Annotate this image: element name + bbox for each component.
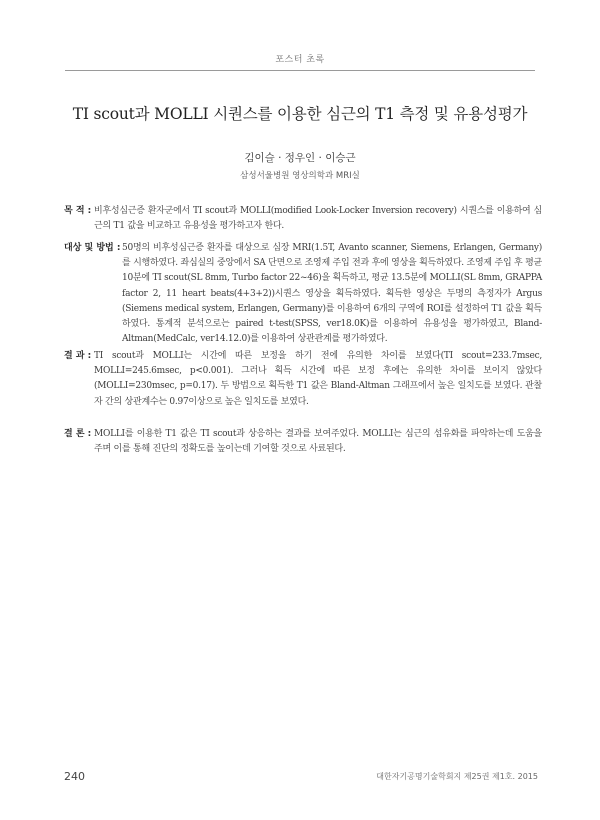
- header-divider: [65, 70, 535, 71]
- purpose-label: 목 적 :: [64, 206, 92, 216]
- methods-text: 50명의 비후성심근증 환자를 대상으로 심장 MRI(1.5T, Avanto scanner, Siemens, Erlangen, Germany)를 시행하였다. 좌심실의 중앙에서 SA 단면으로 조영제 주입 전과 후에 영상을 획득하였다. 조영제 주입 후 평균 10분에 TI scout(SL 8mm, Turbo factor 22~46)을 획득하고, 평균 13.5분에 MOLLI(SL 8mm, GRAPPA factor 2, 11 heart beats(4+3+2))시퀀스 영상을 획득하였다. 획득한 영상은 두명의 측정자가 Argus (Siemens medical system, Erlangen, Germany)를 이용하여 6개의 구역에 ROI를 설정하여 T1 값을 획득하였다. 통계적 분석으로는 paired t-test(SPSS, ver18.0K)를 이용하여 유용성을 평가하였고, Bland-Altman(MedCalc, ver14.12.0)를 이용하여 상관관계를 평가하였다.: [122, 243, 542, 345]
- methods-label: 대상 및 방법 :: [64, 243, 121, 253]
- conclusion-text: MOLLI를 이용한 T1 값은 TI scout과 상응하는 결과를 보여주었다. MOLLI는 심근의 섬유화를 파악하는데 도움을 주며 이를 통해 진단의 정확도를 높이는데 기여할 것으로 사료된다.: [94, 429, 542, 455]
- results-label: 결 과 :: [64, 351, 92, 361]
- purpose-text: 비후성심근증 환자군에서 TI scout과 MOLLI(modified Look-Locker Inversion recovery) 시퀀스를 이용하여 심근의 T1 값을 비교하고 유용성을 평가하고자 한다.: [94, 206, 542, 232]
- article-title: TI scout과 MOLLI 시퀀스를 이용한 심근의 T1 측정 및 유용성평가: [72, 105, 528, 123]
- author-list: 김이슬 · 정우인 · 이승근: [244, 152, 356, 164]
- author-affiliation: 삼성서울병원 영상의학과 MRI실: [240, 171, 360, 181]
- results-text: TI scout과 MOLLI는 시간에 따른 보정을 하기 전에 유의한 차이를 보였다(TI scout=233.7msec, MOLLI=245.6msec, p<0.001). 그러나 획득 시간에 따른 보정 후에는 유의한 차이를 보이지 않았다 (MOLLI=230msec, p=0.17). 두 방법으로 획득한 T1 값은 Bland-Altman 그래프에서 높은 일치도를 보였다. 관찰자 간의 상관계수는 0.97이상으로 높은 일치도를 보였다.: [94, 351, 542, 407]
- page-number: 240: [64, 770, 85, 783]
- section-label: 포스터 초록: [275, 55, 325, 65]
- journal-name: 대한자기공명기술학회지 제25권 제1호. 2015: [376, 772, 538, 781]
- conclusion-label: 결 론 :: [64, 429, 92, 439]
